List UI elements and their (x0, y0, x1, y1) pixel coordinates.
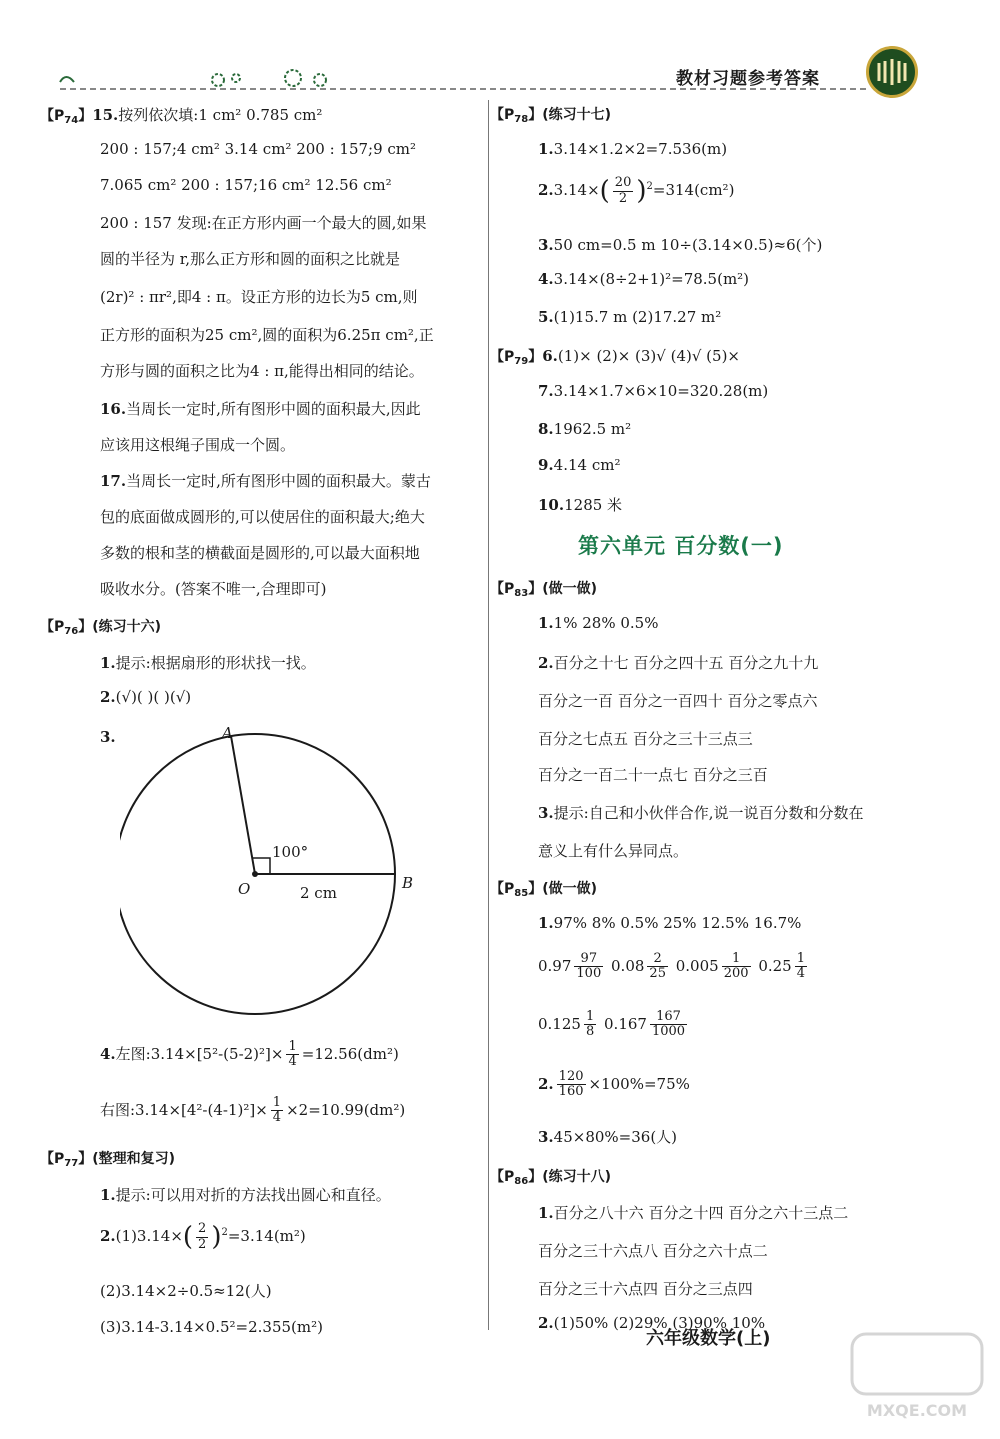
p76-item2: 2.(√)( )( )(√) (100, 688, 192, 706)
p76-item3-num: 3. (100, 728, 116, 746)
footer-grade-label: 六年级数学(上) (646, 1328, 771, 1349)
p77-item2-2: (2)3.14×2÷0.5≈12(人) (100, 1282, 272, 1300)
watermark-logo (842, 1320, 992, 1430)
header-title: 教材习题参考答案 (676, 69, 820, 89)
item17-line3: 多数的根和茎的横截面是圆形的,可以最大面积地 (100, 544, 420, 562)
p76-item4-right: 右图:3.14×[4²-(4-1)²]× $\frac{1}{4}$ ×2=10.99(dm²) (100, 1095, 406, 1126)
item17-line2: 包的底面做成圆形的,可以使居住的面积最大;绝大 (100, 508, 425, 526)
item15-line5: 圆的半径为 r,那么正方形和圆的面积之比就是 (100, 250, 401, 268)
item15-line3: 7.065 cm² 200 : 157;16 cm² 12.56 cm² (100, 176, 392, 194)
center-point (252, 871, 258, 877)
item15-line2: 200 : 157;4 cm² 3.14 cm² 200 : 157;9 cm² (100, 140, 417, 158)
p86-item1b: 百分之三十六点八 百分之六十点二 (538, 1242, 768, 1260)
item17-line4: 吸收水分。(答案不唯一,合理即可) (100, 580, 327, 598)
p83-item2d: 百分之一百二十一点七 百分之三百 (538, 766, 768, 784)
p83-item2c: 百分之七点五 百分之三十三点三 (538, 730, 753, 748)
circle-sector-figure (120, 720, 440, 1040)
p83-item1: 1.1% 28% 0.5% (538, 614, 659, 632)
p85-item3: 3.45×80%=36(人) (538, 1128, 678, 1146)
p83-item3a: 3.提示:自己和小伙伴合作,说一说百分数和分数在 (538, 804, 864, 822)
unit-title: 第六单元 百分数(一) (578, 534, 784, 558)
item15-line7: 正方形的面积为25 cm²,圆的面积为6.25π cm²,正 (100, 326, 434, 344)
p85-heading: 【$P_{85}$】(做一做) (490, 881, 597, 899)
p85-item1c: 0.125 $\frac{1}{8}$ 0.167 $\frac{167}{1000}$ (538, 1009, 686, 1040)
item16-line2: 应该用这根绳子围成一个圆。 (100, 436, 296, 454)
p79-item9: 9.4.14 cm² (538, 456, 621, 474)
column-divider (488, 100, 489, 1330)
book-logo-icon (866, 46, 918, 98)
p85-item1a: 1.97% 8% 0.5% 25% 12.5% 16.7% (538, 914, 802, 932)
p86-item1c: 百分之三十六点四 百分之三点四 (538, 1280, 753, 1298)
p76-heading: 【$P_{76}$】(练习十六) (40, 619, 161, 637)
p78-item2: 2.3.14×( $\frac{20}{2}$ )$^2$=314(cm²) (538, 175, 735, 206)
p78-item4: 4.3.14×(8÷2+1)²=78.5(m²) (538, 270, 750, 288)
radius-OA (231, 736, 255, 874)
p77-item2-1: 2.(1)3.14×( $\frac{2}{2}$ )$^2$=3.14(m²) (100, 1221, 306, 1252)
item15-line4: 200 : 157 发现:在正方形内画一个最大的圆,如果 (100, 214, 427, 232)
p83-item3b: 意义上有什么异同点。 (538, 842, 689, 860)
item16-line1: 16.当周长一定时,所有图形中圆的面积最大,因此 (100, 400, 421, 418)
p78-item3: 3.50 cm=0.5 m 10÷(3.14×0.5)≈6(个) (538, 236, 823, 254)
p79-item10: 10.1285 米 (538, 496, 623, 514)
p86-heading: 【$P_{86}$】(练习十八) (490, 1169, 611, 1187)
item15-line8: 方形与圆的面积之比为4 : π,能得出相同的结论。 (100, 362, 424, 380)
radius-label: 2 cm (300, 884, 337, 902)
p79-item6: 【$P_{79}$】6.(1)× (2)× (3)√ (4)√ (5)× (490, 347, 740, 367)
p76-item1: 1.提示:根据扇形的形状找一找。 (100, 654, 316, 672)
p79-item8: 8.1962.5 m² (538, 420, 632, 438)
item17-line1: 17.当周长一定时,所有图形中圆的面积最大。蒙古 (100, 472, 431, 490)
p77-heading: 【$P_{77}$】(整理和复习) (40, 1151, 175, 1169)
angle-label: 100° (272, 843, 309, 861)
p76-item4-left: 4.左图:3.14×[5²-(5-2)²]× $\frac{1}{4}$ =12.56(dm²) (100, 1039, 399, 1070)
p78-heading: 【$P_{78}$】(练习十七) (490, 107, 611, 125)
p74-item15-line1: 【$P_{74}$】15.按列依次填:1 cm² 0.785 cm² (40, 106, 323, 126)
p83-item2b: 百分之一百 百分之一百四十 百分之零点六 (538, 692, 818, 710)
p83-item2a: 2.百分之十七 百分之四十五 百分之九十九 (538, 654, 819, 672)
p77-item2-3: (3)3.14-3.14×0.5²=2.355(m²) (100, 1318, 324, 1336)
point-B-label: B (402, 874, 414, 892)
point-A-label: A (222, 724, 233, 742)
point-O-label: O (238, 880, 251, 898)
p78-item1: 1.3.14×1.2×2=7.536(m) (538, 140, 728, 158)
p85-item1b: 0.97 $\frac{97}{100}$ 0.08 $\frac{2}{25}$ 0.005 $\frac{1}{200}$ 0.25 $\frac{1}{4}$ (538, 951, 805, 982)
p83-heading: 【$P_{83}$】(做一做) (490, 581, 597, 599)
p85-item2: 2. $\frac{120}{160}$ ×100%=75% (538, 1069, 690, 1100)
p78-item5: 5.(1)15.7 m (2)17.27 m² (538, 308, 722, 326)
p86-item1a: 1.百分之八十六 百分之十四 百分之六十三点二 (538, 1204, 849, 1222)
p77-item1: 1.提示:可以用对折的方法找出圆心和直径。 (100, 1186, 391, 1204)
p79-item7: 7.3.14×1.7×6×10=320.28(m) (538, 382, 769, 400)
p86-item2: 2.(1)50% (2)29% (3)90% 10% (538, 1314, 766, 1332)
item15-line6: (2r)² : πr²,即4 : π。设正方形的边长为5 cm,则 (100, 288, 418, 306)
svg-text:MXQE.COM: MXQE.COM (866, 1401, 968, 1420)
